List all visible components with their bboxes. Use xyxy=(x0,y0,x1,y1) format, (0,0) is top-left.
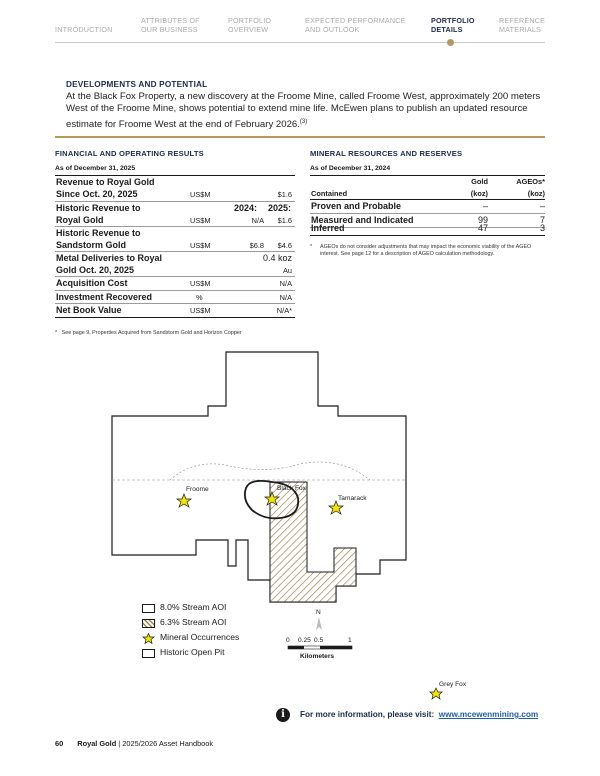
fin-row-value: Au xyxy=(282,266,292,275)
fin-row-unit: % xyxy=(196,293,203,302)
fin-row-label: Historic Revenue to xyxy=(56,203,141,213)
star-icon xyxy=(329,501,343,514)
fin-col-header-2025: 2025: xyxy=(268,203,292,213)
mineral-row-ageo: – xyxy=(539,201,545,211)
north-arrow-icon xyxy=(316,617,322,630)
fin-row-unit: US$M xyxy=(190,306,211,315)
fin-row-value: N/A xyxy=(251,216,264,225)
hatched-box-icon xyxy=(142,619,155,628)
mcewen-website-link[interactable]: www.mcewenmining.com xyxy=(438,710,539,719)
row-divider xyxy=(55,303,295,304)
nav-divider xyxy=(55,42,545,43)
fin-row-value: $4.6 xyxy=(277,241,292,250)
fin-row-label: Investment Recovered xyxy=(56,292,153,302)
financial-title: FINANCIAL AND OPERATING RESULTS xyxy=(55,149,204,158)
fin-row-label: Sandstorm Gold xyxy=(56,240,127,250)
fin-row-value: N/A* xyxy=(276,306,292,315)
mineral-row-ageo: 7 xyxy=(539,215,545,225)
developments-section xyxy=(66,80,546,131)
legend-item: 8.0% Stream AOI xyxy=(142,602,292,616)
active-section-dot xyxy=(447,39,454,46)
stream-aoi-8-outline xyxy=(112,352,406,602)
scale-unit: Kilometers xyxy=(300,653,335,660)
developments-body: At the Black Fox Property, a new discovery at the Froome Mine, called Froome West, approximately 200 meters West of the Froome Mine, shows potential to extend mine life. McEwen plans to publish an updated resource estimate for Froome West at the end of February 2026.$^{(3)}$ xyxy=(66,91,541,130)
mineral-note: * AGEOs do not consider adjustments that may impact the economic viability of the AGEO interest. See page 12 for a description of AGEO calculation methodology. xyxy=(310,244,532,258)
financial-top-rule xyxy=(55,175,295,176)
mineral-as-of: As of December 31, 2024 xyxy=(310,165,391,172)
mineral-row-gold: – xyxy=(482,201,488,211)
outline-box-icon xyxy=(142,604,155,613)
fin-row-label: Revenue to Royal Gold xyxy=(56,177,155,187)
mineral-row-label: Measured and Indicated xyxy=(311,215,414,225)
fin-row-value: N/A xyxy=(279,293,292,302)
fin-row-label: Metal Deliveries to Royal xyxy=(56,253,163,263)
dashed-contour xyxy=(170,462,370,480)
scale-bar-segment xyxy=(320,646,352,649)
fin-col-header-2024: 2024: xyxy=(234,203,258,213)
fin-row-unit: US$M xyxy=(190,279,211,288)
fin-row-value: $1.6 xyxy=(277,216,292,225)
mineral-col-contained: Contained xyxy=(311,189,348,198)
star-icon xyxy=(142,633,155,644)
mineral-col-ageo-unit: (koz) xyxy=(527,189,545,198)
fin-row-label: Net Book Value xyxy=(56,305,122,315)
scale-tick-0: 0 xyxy=(286,637,290,644)
footer-title: | 2025/2026 Asset Handbook xyxy=(116,739,214,748)
nav-item-expected-performance[interactable]: EXPECTED PERFORMANCE AND OUTLOOK xyxy=(305,16,406,34)
developments-title: DEVELOPMENTS AND POTENTIAL xyxy=(66,80,208,89)
fin-row-value: N/A xyxy=(279,279,292,288)
more-info-bar xyxy=(276,708,546,724)
label-froome: Froome xyxy=(186,486,209,493)
mineral-col-gold-unit: (koz) xyxy=(470,189,488,198)
fin-row-label: Historic Revenue to xyxy=(56,228,141,238)
fin-row-label: Royal Gold xyxy=(56,215,104,225)
fin-row-value: $6.8 xyxy=(249,241,264,250)
legend-item: Mineral Occurrences xyxy=(142,632,292,646)
mineral-row-label: Inferred xyxy=(311,223,345,233)
mineral-title: MINERAL RESOURCES AND RESERVES xyxy=(310,149,463,158)
fin-row-label: Acquisition Cost xyxy=(56,278,128,288)
row-divider xyxy=(55,251,295,252)
fin-row-unit: US$M xyxy=(190,190,211,199)
mineral-row-ageo: 3 xyxy=(539,223,545,233)
row-divider xyxy=(55,276,295,277)
oval-outline-icon xyxy=(142,649,155,658)
fin-row-unit: US$M xyxy=(190,216,211,225)
mineral-row-label: Proven and Probable xyxy=(311,201,402,211)
mineral-row-gold: 47 xyxy=(477,223,488,233)
mineral-col-ageo: AGEOs* xyxy=(516,177,545,186)
row-divider xyxy=(55,201,295,202)
nav-item-portfolio-details[interactable]: PORTFOLIO DETAILS xyxy=(431,16,475,34)
nav-item-portfolio-overview[interactable]: PORTFOLIO OVERVIEW xyxy=(228,16,272,34)
row-divider xyxy=(310,213,545,214)
row-divider xyxy=(55,226,295,227)
financial-as-of: As of December 31, 2025 xyxy=(55,165,136,172)
row-divider xyxy=(55,290,295,291)
north-label: N xyxy=(316,609,321,616)
fin-row-unit: US$M xyxy=(190,241,211,250)
label-tamarack: Tamarack xyxy=(338,495,367,502)
nav-item-reference-materials[interactable]: REFERENCE MATERIALS xyxy=(499,16,546,34)
mineral-top-rule xyxy=(310,175,545,176)
fin-row-label: Gold Oct. 20, 2025 xyxy=(56,265,135,275)
financial-note: * See page 9, Properties Acquired from Sandstorm Gold and Horizon Copper xyxy=(55,330,242,336)
scale-tick-05: 0.5 xyxy=(314,637,324,644)
fin-row-value: 0.4 koz xyxy=(262,253,292,263)
financial-bottom-rule xyxy=(55,317,295,318)
mineral-row-gold: 99 xyxy=(477,215,488,225)
info-icon: i xyxy=(276,708,290,722)
star-icon xyxy=(430,688,442,699)
legend-item: 6.3% Stream AOI xyxy=(142,617,292,631)
nav-item-attributes[interactable]: ATTRIBUTES OF OUR BUSINESS xyxy=(141,16,200,34)
footer-brand: Royal Gold xyxy=(77,739,117,748)
scale-tick-025: 0.25 xyxy=(298,637,311,644)
info-text: For more information, please visit: xyxy=(300,710,435,719)
fin-row-label: Since Oct. 20, 2025 xyxy=(56,189,138,199)
scale-tick-1: 1 xyxy=(348,637,352,644)
page-number: 60 xyxy=(55,739,64,748)
mineral-header-rule xyxy=(310,199,545,200)
fin-row-value: $1.6 xyxy=(277,190,292,199)
mineral-col-gold: Gold xyxy=(471,177,488,186)
nav-item-introduction[interactable]: INTRODUCTION xyxy=(55,25,113,34)
star-icon xyxy=(177,494,191,507)
section-divider xyxy=(55,136,545,138)
property-map xyxy=(100,340,540,700)
label-grey-fox: Grey Fox xyxy=(439,681,467,688)
page-footer xyxy=(55,739,213,748)
mineral-bottom-rule xyxy=(310,235,545,236)
legend-item: Historic Open Pit xyxy=(142,647,292,661)
label-black-fox: Black Fox xyxy=(277,485,306,492)
